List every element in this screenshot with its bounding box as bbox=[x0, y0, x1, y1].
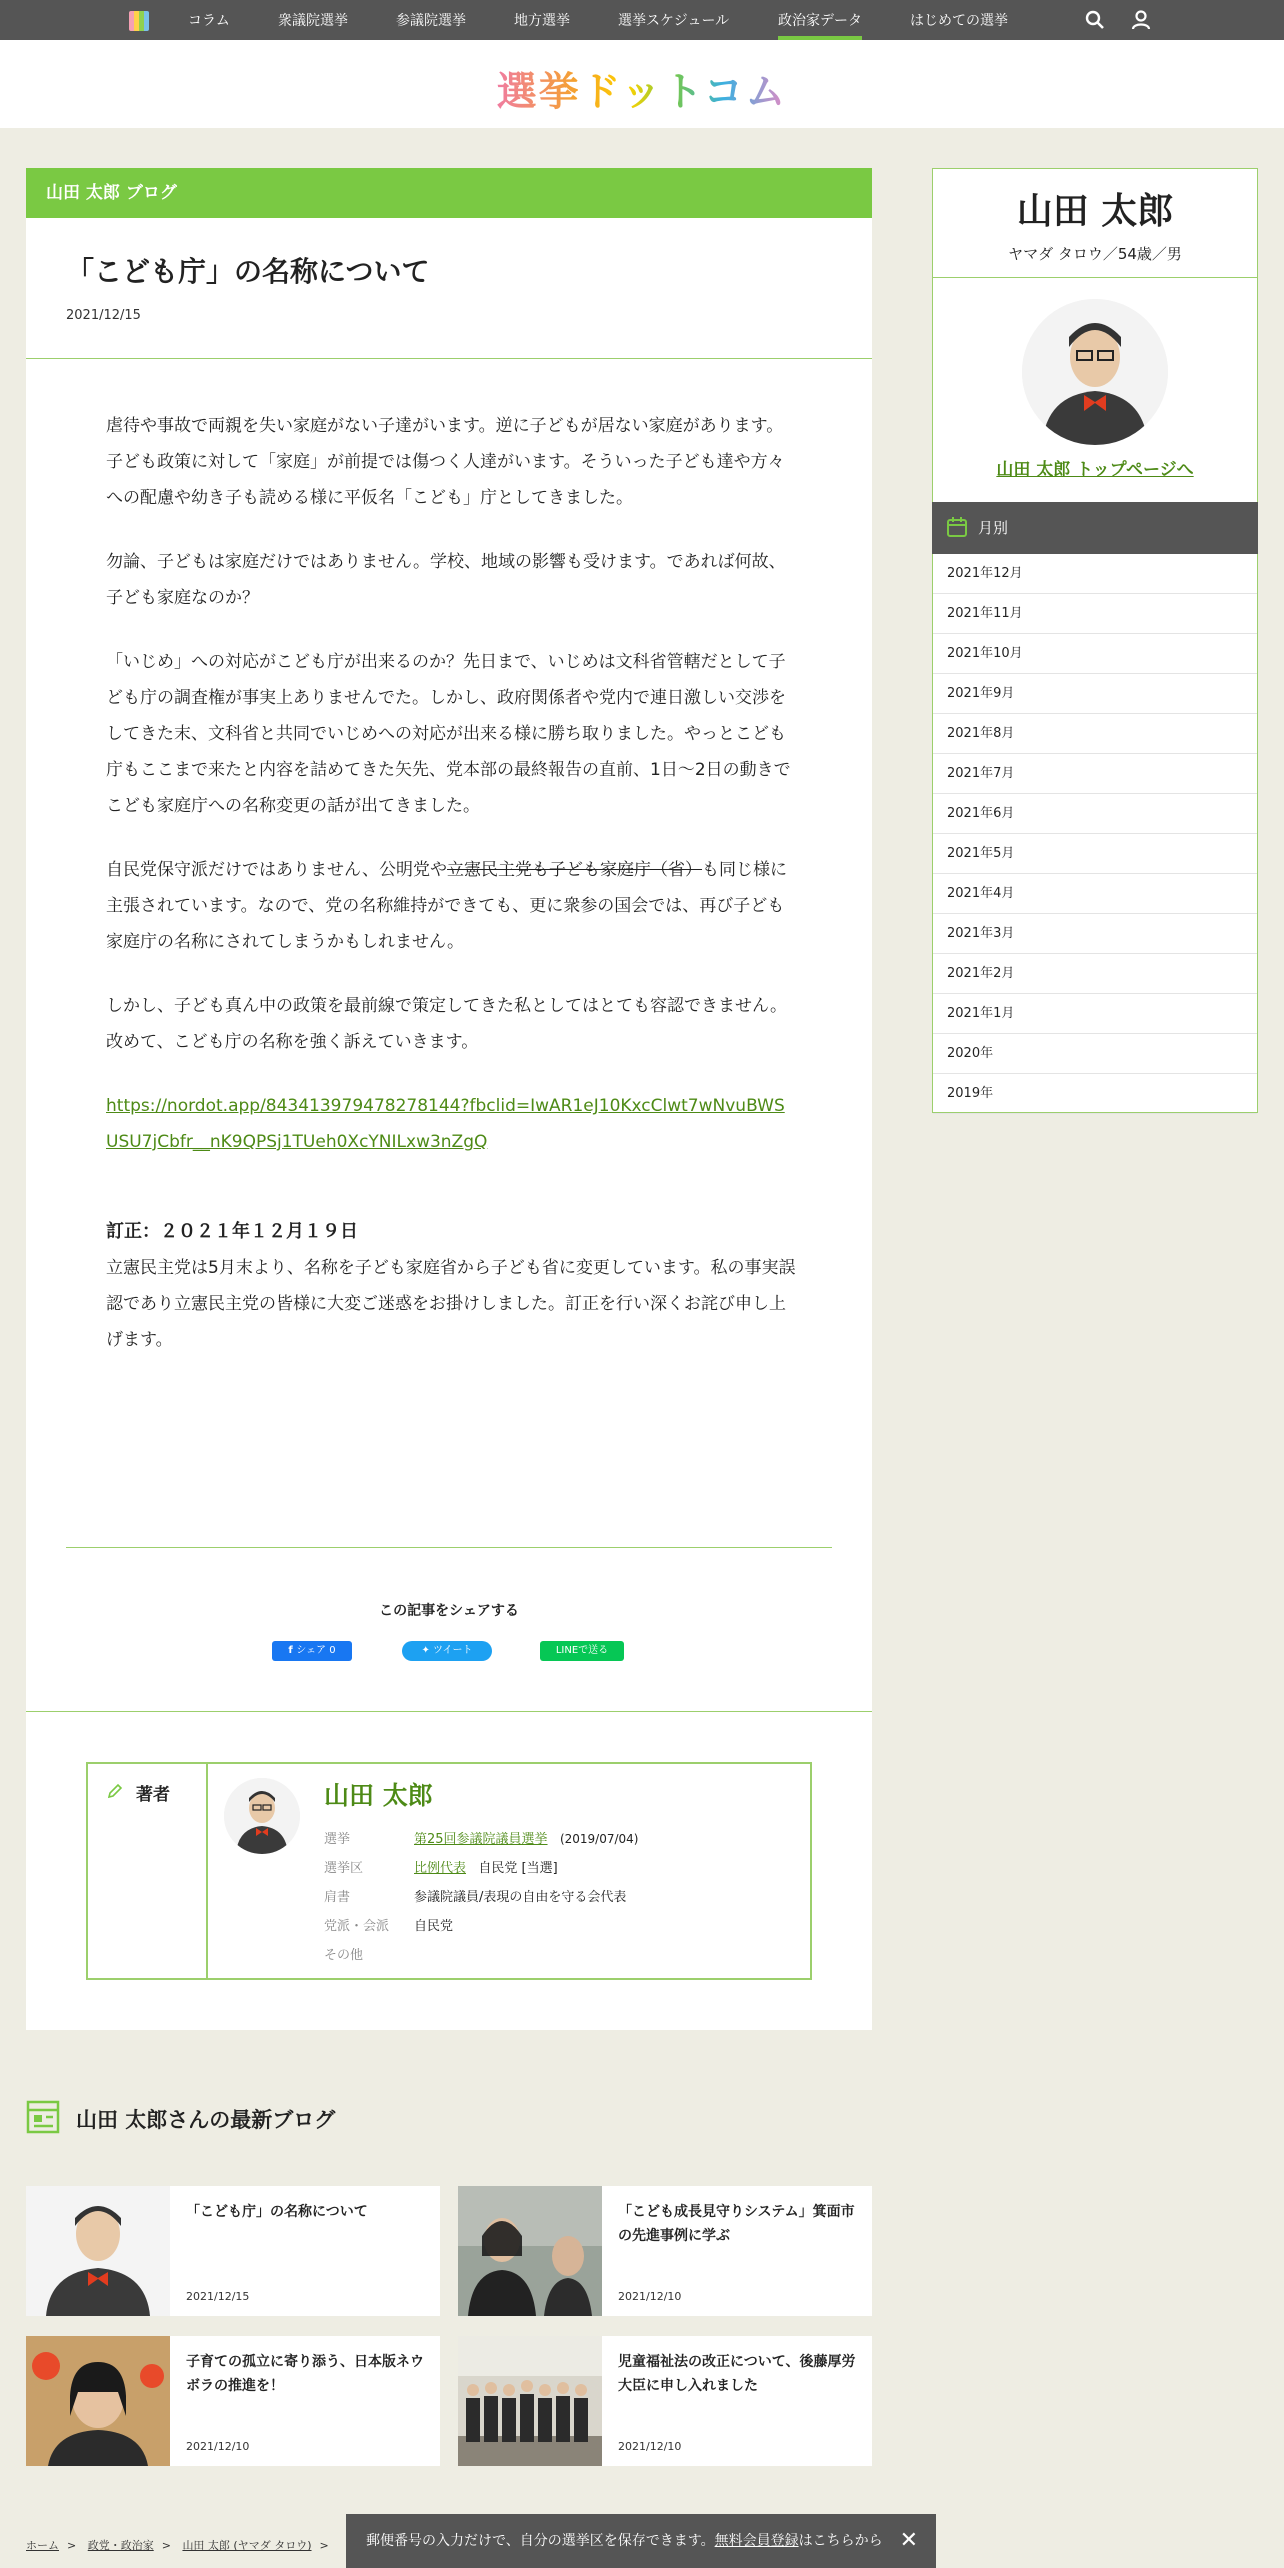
divider bbox=[66, 1547, 832, 1548]
archive-month-item[interactable]: 2021年1月 bbox=[933, 994, 1257, 1034]
correction-heading: 訂正：２０２１年１２月１９日 bbox=[106, 1221, 358, 1242]
twitter-icon: ✦ bbox=[421, 1645, 434, 1656]
facebook-share-button[interactable] bbox=[272, 1641, 352, 1661]
blog-card-title: 「こども成長見守りシステム」箕面市の先進事例に学ぶ bbox=[618, 2204, 855, 2244]
profile-top-link[interactable]: 山田 太郎 トップページへ bbox=[996, 460, 1194, 480]
row-key: 肩書 bbox=[324, 1890, 351, 1905]
archive-month-item[interactable]: 2021年7月 bbox=[933, 754, 1257, 794]
blog-card[interactable] bbox=[458, 2336, 872, 2466]
paragraph: 勿論、子どもは家庭だけではありません。学校、地域の影響も受けます。であれば何故、子ども家庭なのか？ bbox=[106, 552, 786, 608]
blog-owner-bar[interactable]: 山田 太郎 ブログ bbox=[26, 168, 872, 218]
notice-text: 郵便番号の入力だけで、自分の選挙区を保存できます。 bbox=[366, 2533, 715, 2549]
notice-text: はこちらから bbox=[798, 2533, 883, 2549]
nav-local[interactable]: 地方選挙 bbox=[514, 13, 570, 29]
district-party: 自民党 [当選] bbox=[478, 1861, 558, 1876]
close-icon[interactable]: ✕ bbox=[899, 2528, 918, 2553]
row-value bbox=[414, 1857, 558, 1876]
sidebar-profile bbox=[932, 168, 1258, 1113]
article-body bbox=[106, 408, 796, 1358]
article-panel bbox=[26, 168, 872, 2030]
archive-month-item[interactable]: 2021年10月 bbox=[933, 634, 1257, 674]
author-label: 著者 bbox=[136, 1785, 170, 1805]
blog-card-thumbnail bbox=[26, 2186, 170, 2316]
row-key: 党派・会派 bbox=[324, 1919, 390, 1934]
thumbnail-image bbox=[26, 2336, 170, 2466]
blog-card-thumbnail bbox=[458, 2336, 602, 2466]
archive-heading bbox=[932, 502, 1258, 554]
thumbnail-image bbox=[458, 2186, 602, 2316]
archive-month-item[interactable]: 2021年6月 bbox=[933, 794, 1257, 834]
profile-name: 山田 太郎 bbox=[1016, 191, 1174, 232]
blog-card-title: 子育ての孤立に寄り添う、日本版ネウボラの推進を！ bbox=[186, 2354, 424, 2394]
site-logo-text: 選挙ドットコム bbox=[497, 60, 788, 117]
facebook-share-label: シェア 0 bbox=[296, 1645, 336, 1656]
breadcrumb-separator: > bbox=[319, 2539, 329, 2552]
blog-card-date: 2021/12/15 bbox=[186, 2290, 250, 2303]
paragraph bbox=[106, 852, 796, 960]
breadcrumb-separator: > bbox=[161, 2539, 171, 2552]
archive-month-item[interactable]: 2021年4月 bbox=[933, 874, 1257, 914]
profile-meta: ヤマダ タロウ／54歳／男 bbox=[1008, 245, 1182, 263]
row-key: 選挙区 bbox=[324, 1861, 364, 1876]
pen-icon bbox=[106, 1782, 124, 1800]
thumbnail-image bbox=[26, 2186, 170, 2316]
latest-blog-title: 山田 太郎さんの最新ブログ bbox=[76, 2108, 336, 2132]
breadcrumb-separator: > bbox=[67, 2539, 77, 2552]
correction-body: 立憲民主党は5月末より、名称を子ども家庭省から子ども省に変更しています。私の事実誤認であり立憲民主党の皆様に大変ご迷惑をお掛けしました。訂正を行い深くお詫び申し上げます。 bbox=[106, 1258, 796, 1350]
blog-card-date: 2021/12/10 bbox=[186, 2440, 250, 2453]
facebook-icon: f bbox=[288, 1645, 297, 1656]
line-share-label: LINEで送る bbox=[555, 1645, 609, 1656]
divider bbox=[26, 1711, 872, 1712]
site-mark-icon[interactable] bbox=[129, 11, 149, 31]
site-header bbox=[0, 40, 1284, 128]
nav-politician-data[interactable]: 政治家データ bbox=[778, 0, 862, 40]
archive-month-item[interactable]: 2021年2月 bbox=[933, 954, 1257, 994]
top-nav bbox=[0, 0, 1284, 40]
archive-month-item[interactable]: 2021年9月 bbox=[933, 674, 1257, 714]
external-article-link[interactable]: https://nordot.app/843413979478278144?fbclid=IwAR1eJ10KxcClwt7wNvuBWSUSU7jCbfr__nK9QPSj1TUeh0XcYNILxw3nZgQ bbox=[106, 1096, 785, 1152]
calendar-icon bbox=[946, 516, 968, 538]
share-title: この記事をシェアする bbox=[379, 1603, 519, 1619]
blog-card[interactable] bbox=[26, 2186, 440, 2316]
free-register-link[interactable]: 無料会員登録 bbox=[714, 2533, 799, 2549]
row-value bbox=[414, 1828, 638, 1847]
archive-month-item[interactable]: 2021年12月 bbox=[933, 554, 1257, 594]
author-photo bbox=[224, 1778, 300, 1854]
nav-shugiin[interactable]: 衆議院選挙 bbox=[278, 13, 348, 29]
blog-card-date: 2021/12/10 bbox=[618, 2290, 682, 2303]
archive-heading-label: 月別 bbox=[978, 519, 1009, 537]
author-avatar[interactable] bbox=[224, 1778, 300, 1854]
search-icon[interactable] bbox=[1084, 9, 1106, 31]
archive-month-item[interactable]: 2021年5月 bbox=[933, 834, 1257, 874]
paragraph: 「いじめ」への対応がこども庁が出来るのか？先日まで、いじめは文科省管轄だとして子ども庁の調査権が事実上ありませんでた。しかし、政府関係者や党内で連日激しい交渉をしてきた末、文科省と共同でいじめへの対応が出来る様に勝ち取りました。やっとこども庁もここまで来たと内容を詰めてきた矢先、党本部の最終報告の直前、1日〜2日の動きでこども家庭庁への名称変更の話が出てきました。 bbox=[106, 652, 791, 816]
thumbnail-image bbox=[458, 2336, 602, 2466]
breadcrumb bbox=[26, 2537, 337, 2553]
struck-text: 立憲民主党も子ども家庭庁（省） bbox=[447, 860, 703, 880]
article-title: 「こども庁」の名称について bbox=[66, 255, 430, 288]
twitter-share-label: ツイート bbox=[433, 1645, 473, 1656]
row-key: 選挙 bbox=[324, 1832, 351, 1847]
row-value: 自民党 bbox=[414, 1919, 454, 1934]
breadcrumb-home[interactable]: ホーム bbox=[26, 2539, 59, 2552]
line-share-button[interactable] bbox=[540, 1641, 624, 1661]
article-date: 2021/12/15 bbox=[66, 308, 141, 323]
blog-card-thumbnail bbox=[26, 2336, 170, 2466]
row-value: 参議院議員/表現の自由を守る会代表 bbox=[414, 1890, 627, 1905]
archive-month-item[interactable]: 2019年 bbox=[933, 1074, 1257, 1114]
author-box bbox=[86, 1762, 812, 1980]
author-label-column bbox=[88, 1764, 208, 1978]
divider bbox=[933, 277, 1257, 278]
blog-card-thumbnail bbox=[458, 2186, 602, 2316]
blog-card-title: 児童福祉法の改正について、後藤厚労大臣に申し入れました bbox=[618, 2354, 856, 2394]
nav-schedule[interactable]: 選挙スケジュール bbox=[618, 13, 730, 29]
row-key: その他 bbox=[324, 1948, 364, 1963]
register-notice-banner bbox=[346, 2514, 936, 2568]
blog-list-icon bbox=[26, 2100, 60, 2134]
archive-month-item[interactable]: 2021年11月 bbox=[933, 594, 1257, 634]
site-logo[interactable] bbox=[0, 60, 1284, 117]
divider bbox=[26, 358, 872, 359]
archive-month-item[interactable]: 2020年 bbox=[933, 1034, 1257, 1074]
election-date: (2019/07/04) bbox=[559, 1832, 639, 1846]
breadcrumb-politicians[interactable]: 政党・政治家 bbox=[87, 2539, 154, 2552]
twitter-share-button[interactable] bbox=[402, 1641, 492, 1661]
nav-first-election[interactable]: はじめての選挙 bbox=[910, 13, 1008, 29]
archive-month-item[interactable]: 2021年3月 bbox=[933, 914, 1257, 954]
blog-card-date: 2021/12/10 bbox=[618, 2440, 682, 2453]
author-name[interactable]: 山田 太郎 bbox=[324, 1781, 433, 1810]
archive-month-item[interactable]: 2021年8月 bbox=[933, 714, 1257, 754]
blog-card[interactable] bbox=[458, 2186, 872, 2316]
paragraph: 虐待や事故で両親を失い家庭がない子達がいます。逆に子どもが居ない家庭があります。子ども政策に対して「家庭」が前提では傷つく人達がいます。そういった子ども達や方々への配慮や幼き子も読める様に平仮名「こども」庁としてきました。 bbox=[106, 416, 785, 508]
profile-photo bbox=[1022, 299, 1168, 445]
paragraph-text: も同じ様に主張されています。なので、党の名称維持ができても、更に衆参の国会では、再び子ども家庭庁の名称にされてしまうかもしれません。 bbox=[106, 860, 788, 952]
blog-card[interactable] bbox=[26, 2336, 440, 2466]
blog-card-title: 「こども庁」の名称について bbox=[186, 2204, 368, 2220]
breadcrumb-politician[interactable]: 山田 太郎 (ヤマダ タロウ) bbox=[182, 2539, 312, 2552]
nav-column[interactable]: コラム bbox=[188, 13, 230, 29]
profile-avatar[interactable] bbox=[1022, 299, 1168, 445]
nav-sangiin[interactable]: 参議院選挙 bbox=[396, 13, 466, 29]
user-icon[interactable] bbox=[1130, 9, 1152, 31]
election-link[interactable]: 第25回参議院議員選挙 bbox=[414, 1832, 548, 1847]
archive-month-list bbox=[933, 554, 1257, 1114]
paragraph-text: 自民党保守派だけではありません、公明党や bbox=[106, 860, 448, 880]
paragraph: しかし、子ども真ん中の政策を最前線で策定してきた私としてはとても容認できません。改めて、こども庁の名称を強く訴えていきます。 bbox=[106, 996, 788, 1052]
district-link[interactable]: 比例代表 bbox=[414, 1861, 467, 1876]
